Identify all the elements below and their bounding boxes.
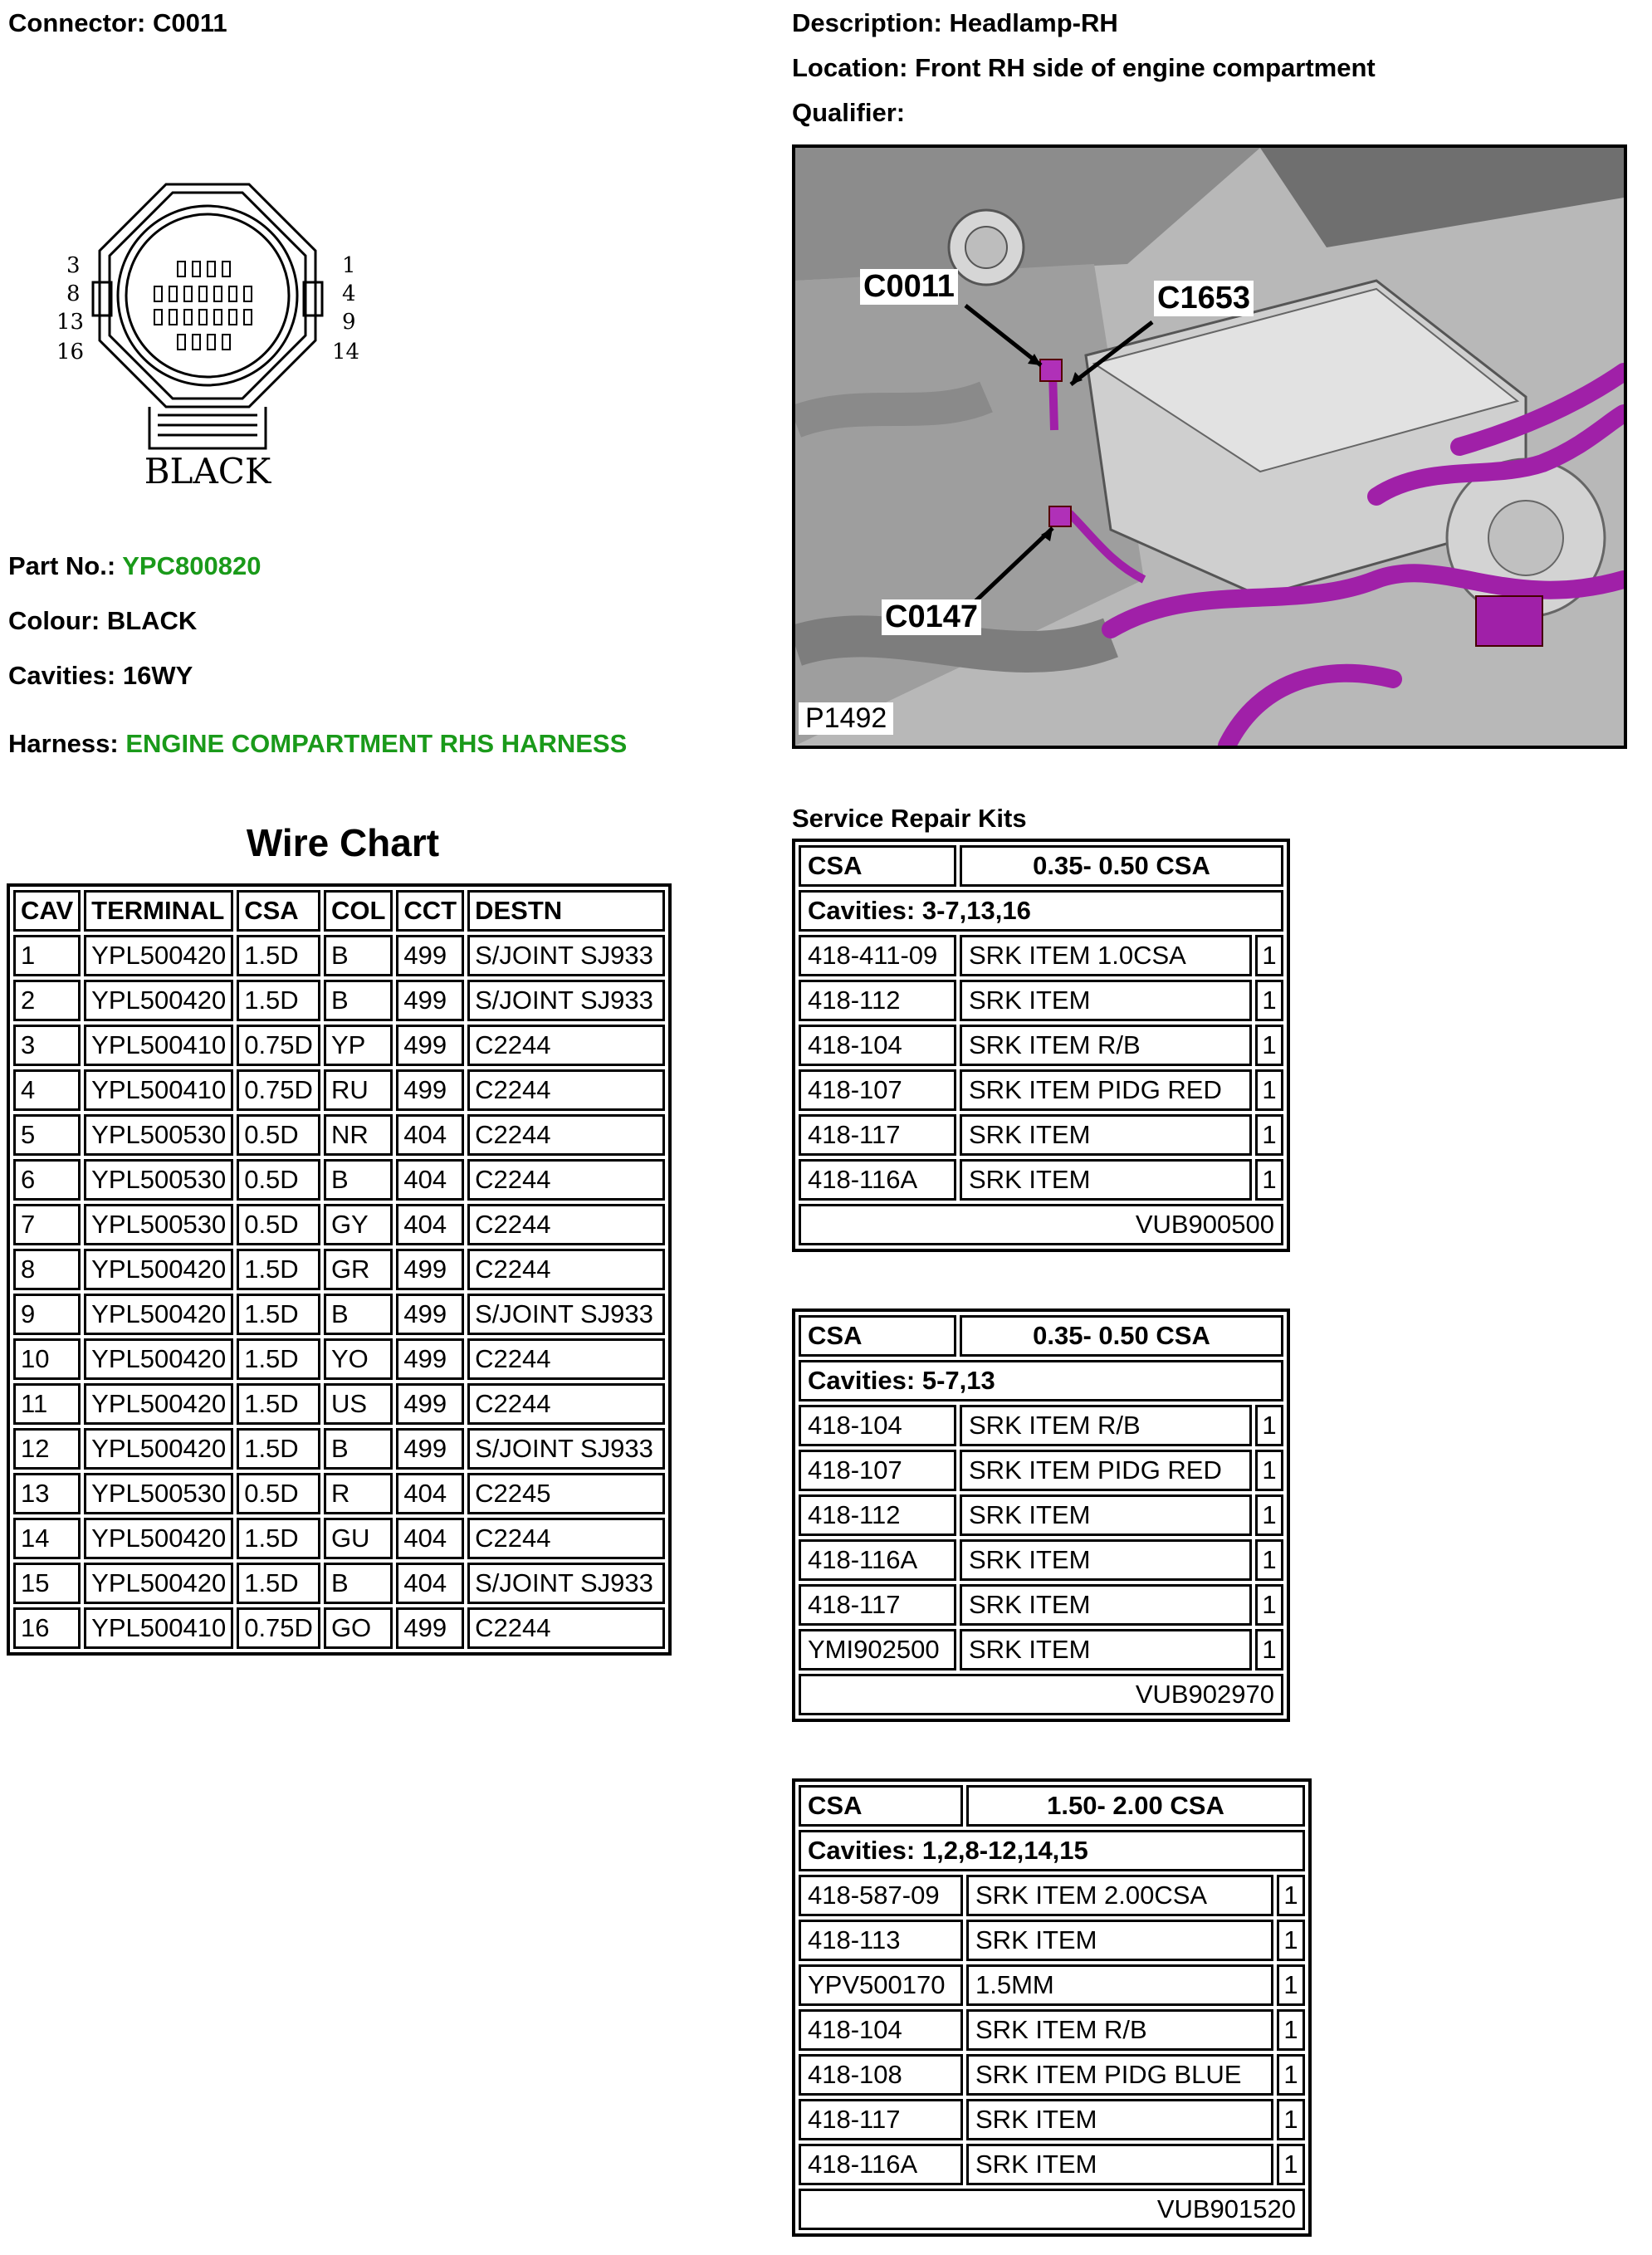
wire-chart-row [13,980,665,1021]
kit-item-part: 418-117 [799,1584,956,1626]
wire-cell-cct: 404 [396,1473,464,1514]
kit-csa-label: CSA [799,1315,956,1357]
wire-chart-row [13,935,665,976]
wire-chart-row [13,1204,665,1245]
cavities-line [8,661,193,691]
kit-item-part: 418-116A [799,2144,963,2185]
wire-cell-col: B [324,1563,393,1604]
kit-item-part: 418-116A [799,1159,956,1201]
wire-cell-terminal: YPL500420 [84,935,233,976]
repair-kit-table [792,839,1290,1252]
kit-item-row [799,1629,1283,1670]
kit-item-qty: 1 [1277,2099,1305,2140]
wire-cell-destn: C2244 [467,1069,665,1111]
wire-cell-terminal: YPL500420 [84,980,233,1021]
header-col: COL [324,890,393,932]
kit-item-qty: 1 [1255,1025,1283,1066]
kit-item-desc: SRK ITEM [966,1920,1273,1961]
kit-footer-row [799,2189,1305,2230]
wire-cell-destn: S/JOINT SJ933 [467,935,665,976]
pin-label-1: 1 [342,253,356,278]
kit-item-desc: SRK ITEM [960,1159,1252,1201]
wire-cell-csa: 0.5D [237,1473,320,1514]
wire-cell-csa: 1.5D [237,1428,320,1470]
wire-cell-cav: 13 [13,1473,81,1514]
harness-value[interactable]: ENGINE COMPARTMENT RHS HARNESS [125,729,628,758]
kit-item-part: 418-107 [799,1450,956,1491]
pin-label-4: 4 [342,281,356,306]
kit-cavities: Cavities: 3-7,13,16 [799,890,1283,932]
wire-cell-col: B [324,1159,393,1201]
wire-cell-cct: 404 [396,1204,464,1245]
kit-item-part: YMI902500 [799,1629,956,1670]
wire-cell-csa: 0.75D [237,1069,320,1111]
kit-item-qty: 1 [1277,1875,1305,1916]
wire-cell-cav: 11 [13,1383,81,1425]
repair-kit-table [792,1308,1290,1722]
location-photo [792,144,1627,749]
kit-item-row [799,1450,1283,1491]
wire-cell-csa: 1.5D [237,1383,320,1425]
wire-cell-col: B [324,1428,393,1470]
harness-line [8,729,627,759]
wire-cell-cav: 2 [13,980,81,1021]
wire-cell-terminal: YPL500530 [84,1159,233,1201]
kit-item-qty: 1 [1255,1494,1283,1536]
kit-csa-range: 0.35- 0.50 CSA [960,845,1283,887]
connector-face-icon [50,174,382,506]
wire-chart-table [7,883,672,1656]
kit-item-row [799,1875,1305,1916]
wire-cell-destn: C2245 [467,1473,665,1514]
wire-cell-cct: 499 [396,935,464,976]
cavities-label: Cavities: [8,661,116,690]
kit-footer-row [799,1204,1283,1245]
wire-cell-cct: 404 [396,1518,464,1559]
kit-item-part: 418-116A [799,1539,956,1581]
kit-item-desc: SRK ITEM 2.00CSA [966,1875,1273,1916]
kit-item-part: 418-411-09 [799,935,956,976]
kit-item-part: 418-104 [799,2009,963,2051]
header-csa: CSA [237,890,320,932]
kit-item-desc: SRK ITEM [960,1539,1252,1581]
kit-cavities: Cavities: 5-7,13 [799,1360,1283,1401]
wire-cell-csa: 1.5D [237,1563,320,1604]
wire-cell-terminal: YPL500410 [84,1025,233,1066]
wire-cell-cav: 5 [13,1114,81,1156]
wire-cell-col: NR [324,1114,393,1156]
qualifier-line [792,98,905,128]
wire-cell-cav: 8 [13,1249,81,1290]
wire-cell-cct: 499 [396,1069,464,1111]
wire-cell-destn: S/JOINT SJ933 [467,1563,665,1604]
wire-chart-row [13,1473,665,1514]
callout-c1653: C1653 [1154,281,1254,316]
kit-item-qty: 1 [1255,1450,1283,1491]
kit-item-qty: 1 [1255,1114,1283,1156]
wire-cell-col: B [324,935,393,976]
kit-item-part: 418-117 [799,1114,956,1156]
kit-item-part: 418-113 [799,1920,963,1961]
wire-cell-col: RU [324,1069,393,1111]
pin-label-14: 14 [332,340,360,364]
kit-header-row [799,1785,1305,1827]
pin-label-9: 9 [342,310,356,335]
kit-item-desc: SRK ITEM PIDG RED [960,1450,1252,1491]
wire-chart-header-row [13,890,665,932]
kit-item-row [799,980,1283,1021]
wire-cell-terminal: YPL500420 [84,1294,233,1335]
wire-chart-row [13,1383,665,1425]
wire-cell-destn: C2244 [467,1338,665,1380]
wire-cell-csa: 1.5D [237,1249,320,1290]
wire-cell-col: GY [324,1204,393,1245]
kit-item-part: 418-104 [799,1025,956,1066]
wire-cell-cav: 16 [13,1607,81,1649]
pin-label-16: 16 [56,340,85,364]
wire-cell-destn: S/JOINT SJ933 [467,1428,665,1470]
kit-cavities: Cavities: 1,2,8-12,14,15 [799,1830,1305,1871]
harness-label: Harness: [8,729,119,758]
kit-item-row [799,2009,1305,2051]
kit-item-row [799,1584,1283,1626]
wire-cell-destn: C2244 [467,1159,665,1201]
wire-cell-csa: 0.75D [237,1025,320,1066]
kit-item-row [799,1494,1283,1536]
kit-item-part: 418-108 [799,2054,963,2096]
kit-item-qty: 1 [1277,1920,1305,1961]
wire-cell-cav: 3 [13,1025,81,1066]
qualifier-label: Qualifier: [792,98,906,127]
wire-chart-row [13,1607,665,1649]
description-label: Description: [792,8,942,37]
repair-kit-table [792,1778,1312,2237]
wire-cell-col: B [324,1294,393,1335]
location-line [792,53,1376,83]
kit-item-qty: 1 [1255,1405,1283,1446]
kit-item-qty: 1 [1255,1629,1283,1670]
kit-item-row [799,1159,1283,1201]
kit-item-part: 418-107 [799,1069,956,1111]
part-value[interactable]: YPC800820 [122,551,261,580]
kit-item-qty: 1 [1255,1539,1283,1581]
wire-cell-terminal: YPL500530 [84,1204,233,1245]
kit-item-part: 418-104 [799,1405,956,1446]
wire-cell-destn: C2244 [467,1025,665,1066]
kit-item-desc: SRK ITEM [960,1494,1252,1536]
wire-cell-cav: 7 [13,1204,81,1245]
wire-cell-cav: 14 [13,1518,81,1559]
kit-item-desc: SRK ITEM [960,1584,1252,1626]
kit-item-desc: SRK ITEM R/B [960,1405,1252,1446]
kit-item-qty: 1 [1255,1584,1283,1626]
kit-item-desc: SRK ITEM [960,1629,1252,1670]
pin-label-3: 3 [66,253,81,278]
wire-cell-cct: 499 [396,1294,464,1335]
wire-cell-cav: 6 [13,1159,81,1201]
wire-cell-terminal: YPL500420 [84,1518,233,1559]
diagram-colour-label: BLACK [144,451,271,492]
kit-item-qty: 1 [1277,1964,1305,2006]
kit-item-row [799,2099,1305,2140]
wire-chart-row [13,1249,665,1290]
wire-cell-terminal: YPL500420 [84,1563,233,1604]
kit-item-row [799,2144,1305,2185]
wire-cell-cct: 404 [396,1114,464,1156]
wire-cell-col: YO [324,1338,393,1380]
wire-cell-destn: C2244 [467,1114,665,1156]
header-cav: CAV [13,890,81,932]
kit-item-desc: SRK ITEM R/B [966,2009,1273,2051]
callout-c0011: C0011 [860,269,958,305]
connector-label: Connector: [8,8,146,37]
wire-cell-csa: 1.5D [237,1294,320,1335]
kit-item-row [799,1069,1283,1111]
wire-chart-row [13,1563,665,1604]
wire-cell-csa: 1.5D [237,1338,320,1380]
wire-chart-row [13,1025,665,1066]
location-label: Location: [792,53,908,82]
wire-cell-destn: C2244 [467,1249,665,1290]
wire-cell-cct: 499 [396,1607,464,1649]
description-line [792,8,1118,38]
wire-cell-terminal: YPL500420 [84,1338,233,1380]
wire-cell-terminal: YPL500420 [84,1249,233,1290]
header-destn: DESTN [467,890,665,932]
wire-cell-cct: 499 [396,1383,464,1425]
callout-c0147: C0147 [882,599,981,635]
connector-face-diagram [50,174,382,506]
kit-number: VUB901520 [799,2189,1305,2230]
kit-cavities-row [799,890,1283,932]
colour-line [8,606,197,636]
part-line [8,551,261,581]
kit-item-qty: 1 [1255,935,1283,976]
cavities-value: 16WY [122,661,193,690]
wire-cell-terminal: YPL500410 [84,1607,233,1649]
wire-chart-row [13,1159,665,1201]
kit-item-desc: SRK ITEM [966,2099,1273,2140]
photo-reference: P1492 [799,702,893,735]
wire-cell-csa: 1.5D [237,1518,320,1559]
wire-cell-cav: 10 [13,1338,81,1380]
kit-item-row [799,1964,1305,2006]
wire-cell-destn: C2244 [467,1607,665,1649]
wire-chart-row [13,1428,665,1470]
wire-cell-destn: C2244 [467,1518,665,1559]
kit-item-desc: SRK ITEM PIDG RED [960,1069,1252,1111]
kit-item-part: YPV500170 [799,1964,963,2006]
kit-item-row [799,2054,1305,2096]
header-cct: CCT [396,890,464,932]
wire-cell-cct: 499 [396,1338,464,1380]
kit-csa-range: 0.35- 0.50 CSA [960,1315,1283,1357]
wire-cell-csa: 0.5D [237,1114,320,1156]
wire-cell-terminal: YPL500410 [84,1069,233,1111]
kit-item-qty: 1 [1255,1159,1283,1201]
wire-chart-title: Wire Chart [246,821,440,864]
kit-item-row [799,1405,1283,1446]
wire-chart-row [13,1338,665,1380]
kit-item-qty: 1 [1255,1069,1283,1111]
kit-item-desc: SRK ITEM PIDG BLUE [966,2054,1273,2096]
wire-cell-terminal: YPL500530 [84,1473,233,1514]
wire-cell-cct: 499 [396,1025,464,1066]
kit-item-row [799,1114,1283,1156]
kit-item-qty: 1 [1255,980,1283,1021]
kit-csa-label: CSA [799,1785,963,1827]
kit-item-desc: SRK ITEM [960,1114,1252,1156]
kit-item-qty: 1 [1277,2009,1305,2051]
service-repair-kits-title: Service Repair Kits [792,804,1027,833]
pin-label-13: 13 [56,310,85,335]
kit-item-row [799,935,1283,976]
wire-cell-terminal: YPL500530 [84,1114,233,1156]
wire-cell-col: GO [324,1607,393,1649]
wire-cell-col: GR [324,1249,393,1290]
part-label: Part No.: [8,551,116,580]
kit-item-part: 418-587-09 [799,1875,963,1916]
wire-cell-cct: 499 [396,1428,464,1470]
wire-chart-row [13,1518,665,1559]
kit-item-part: 418-117 [799,2099,963,2140]
kit-item-desc: 1.5MM [966,1964,1273,2006]
wire-cell-csa: 0.5D [237,1159,320,1201]
location-value: Front RH side of engine compartment [915,53,1376,82]
pin-label-8: 8 [66,281,81,306]
kit-item-desc: SRK ITEM [966,2144,1273,2185]
header-terminal: TERMINAL [84,890,233,932]
wire-cell-destn: C2244 [467,1383,665,1425]
wire-cell-col: YP [324,1025,393,1066]
kit-item-row [799,1025,1283,1066]
wire-cell-terminal: YPL500420 [84,1383,233,1425]
wire-cell-destn: S/JOINT SJ933 [467,1294,665,1335]
wire-cell-col: US [324,1383,393,1425]
kit-csa-label: CSA [799,845,956,887]
wire-cell-csa: 0.5D [237,1204,320,1245]
wire-cell-cav: 12 [13,1428,81,1470]
kit-item-row [799,1539,1283,1581]
kit-item-part: 418-112 [799,1494,956,1536]
kit-item-qty: 1 [1277,2054,1305,2096]
kit-csa-range: 1.50- 2.00 CSA [966,1785,1305,1827]
kit-item-part: 418-112 [799,980,956,1021]
wire-cell-cav: 9 [13,1294,81,1335]
engine-bay-illustration [795,148,1624,746]
wire-chart-row [13,1294,665,1335]
kit-number: VUB900500 [799,1204,1283,1245]
wire-cell-destn: C2244 [467,1204,665,1245]
wire-cell-cav: 4 [13,1069,81,1111]
kit-item-desc: SRK ITEM R/B [960,1025,1252,1066]
wire-cell-destn: S/JOINT SJ933 [467,980,665,1021]
wire-cell-col: B [324,980,393,1021]
wire-cell-csa: 1.5D [237,980,320,1021]
connector-line [8,8,227,38]
wire-cell-col: GU [324,1518,393,1559]
kit-header-row [799,1315,1283,1357]
connector-value: C0011 [152,8,227,37]
wire-cell-cct: 499 [396,980,464,1021]
wire-cell-cct: 404 [396,1159,464,1201]
wire-cell-csa: 1.5D [237,935,320,976]
colour-label: Colour: [8,606,100,635]
kit-item-row [799,1920,1305,1961]
colour-value: BLACK [106,606,198,635]
kit-item-desc: SRK ITEM [960,980,1252,1021]
wire-cell-cav: 15 [13,1563,81,1604]
wire-cell-cct: 499 [396,1249,464,1290]
kit-header-row [799,845,1283,887]
wire-chart-row [13,1069,665,1111]
description-value: Headlamp-RH [949,8,1118,37]
wire-cell-terminal: YPL500420 [84,1428,233,1470]
kit-footer-row [799,1674,1283,1715]
kit-cavities-row [799,1830,1305,1871]
kit-item-qty: 1 [1277,2144,1305,2185]
wire-cell-col: R [324,1473,393,1514]
kit-cavities-row [799,1360,1283,1401]
kit-item-desc: SRK ITEM 1.0CSA [960,935,1252,976]
wire-cell-csa: 0.75D [237,1607,320,1649]
wire-cell-cav: 1 [13,935,81,976]
kit-number: VUB902970 [799,1674,1283,1715]
wire-cell-cct: 404 [396,1563,464,1604]
wire-chart-row [13,1114,665,1156]
